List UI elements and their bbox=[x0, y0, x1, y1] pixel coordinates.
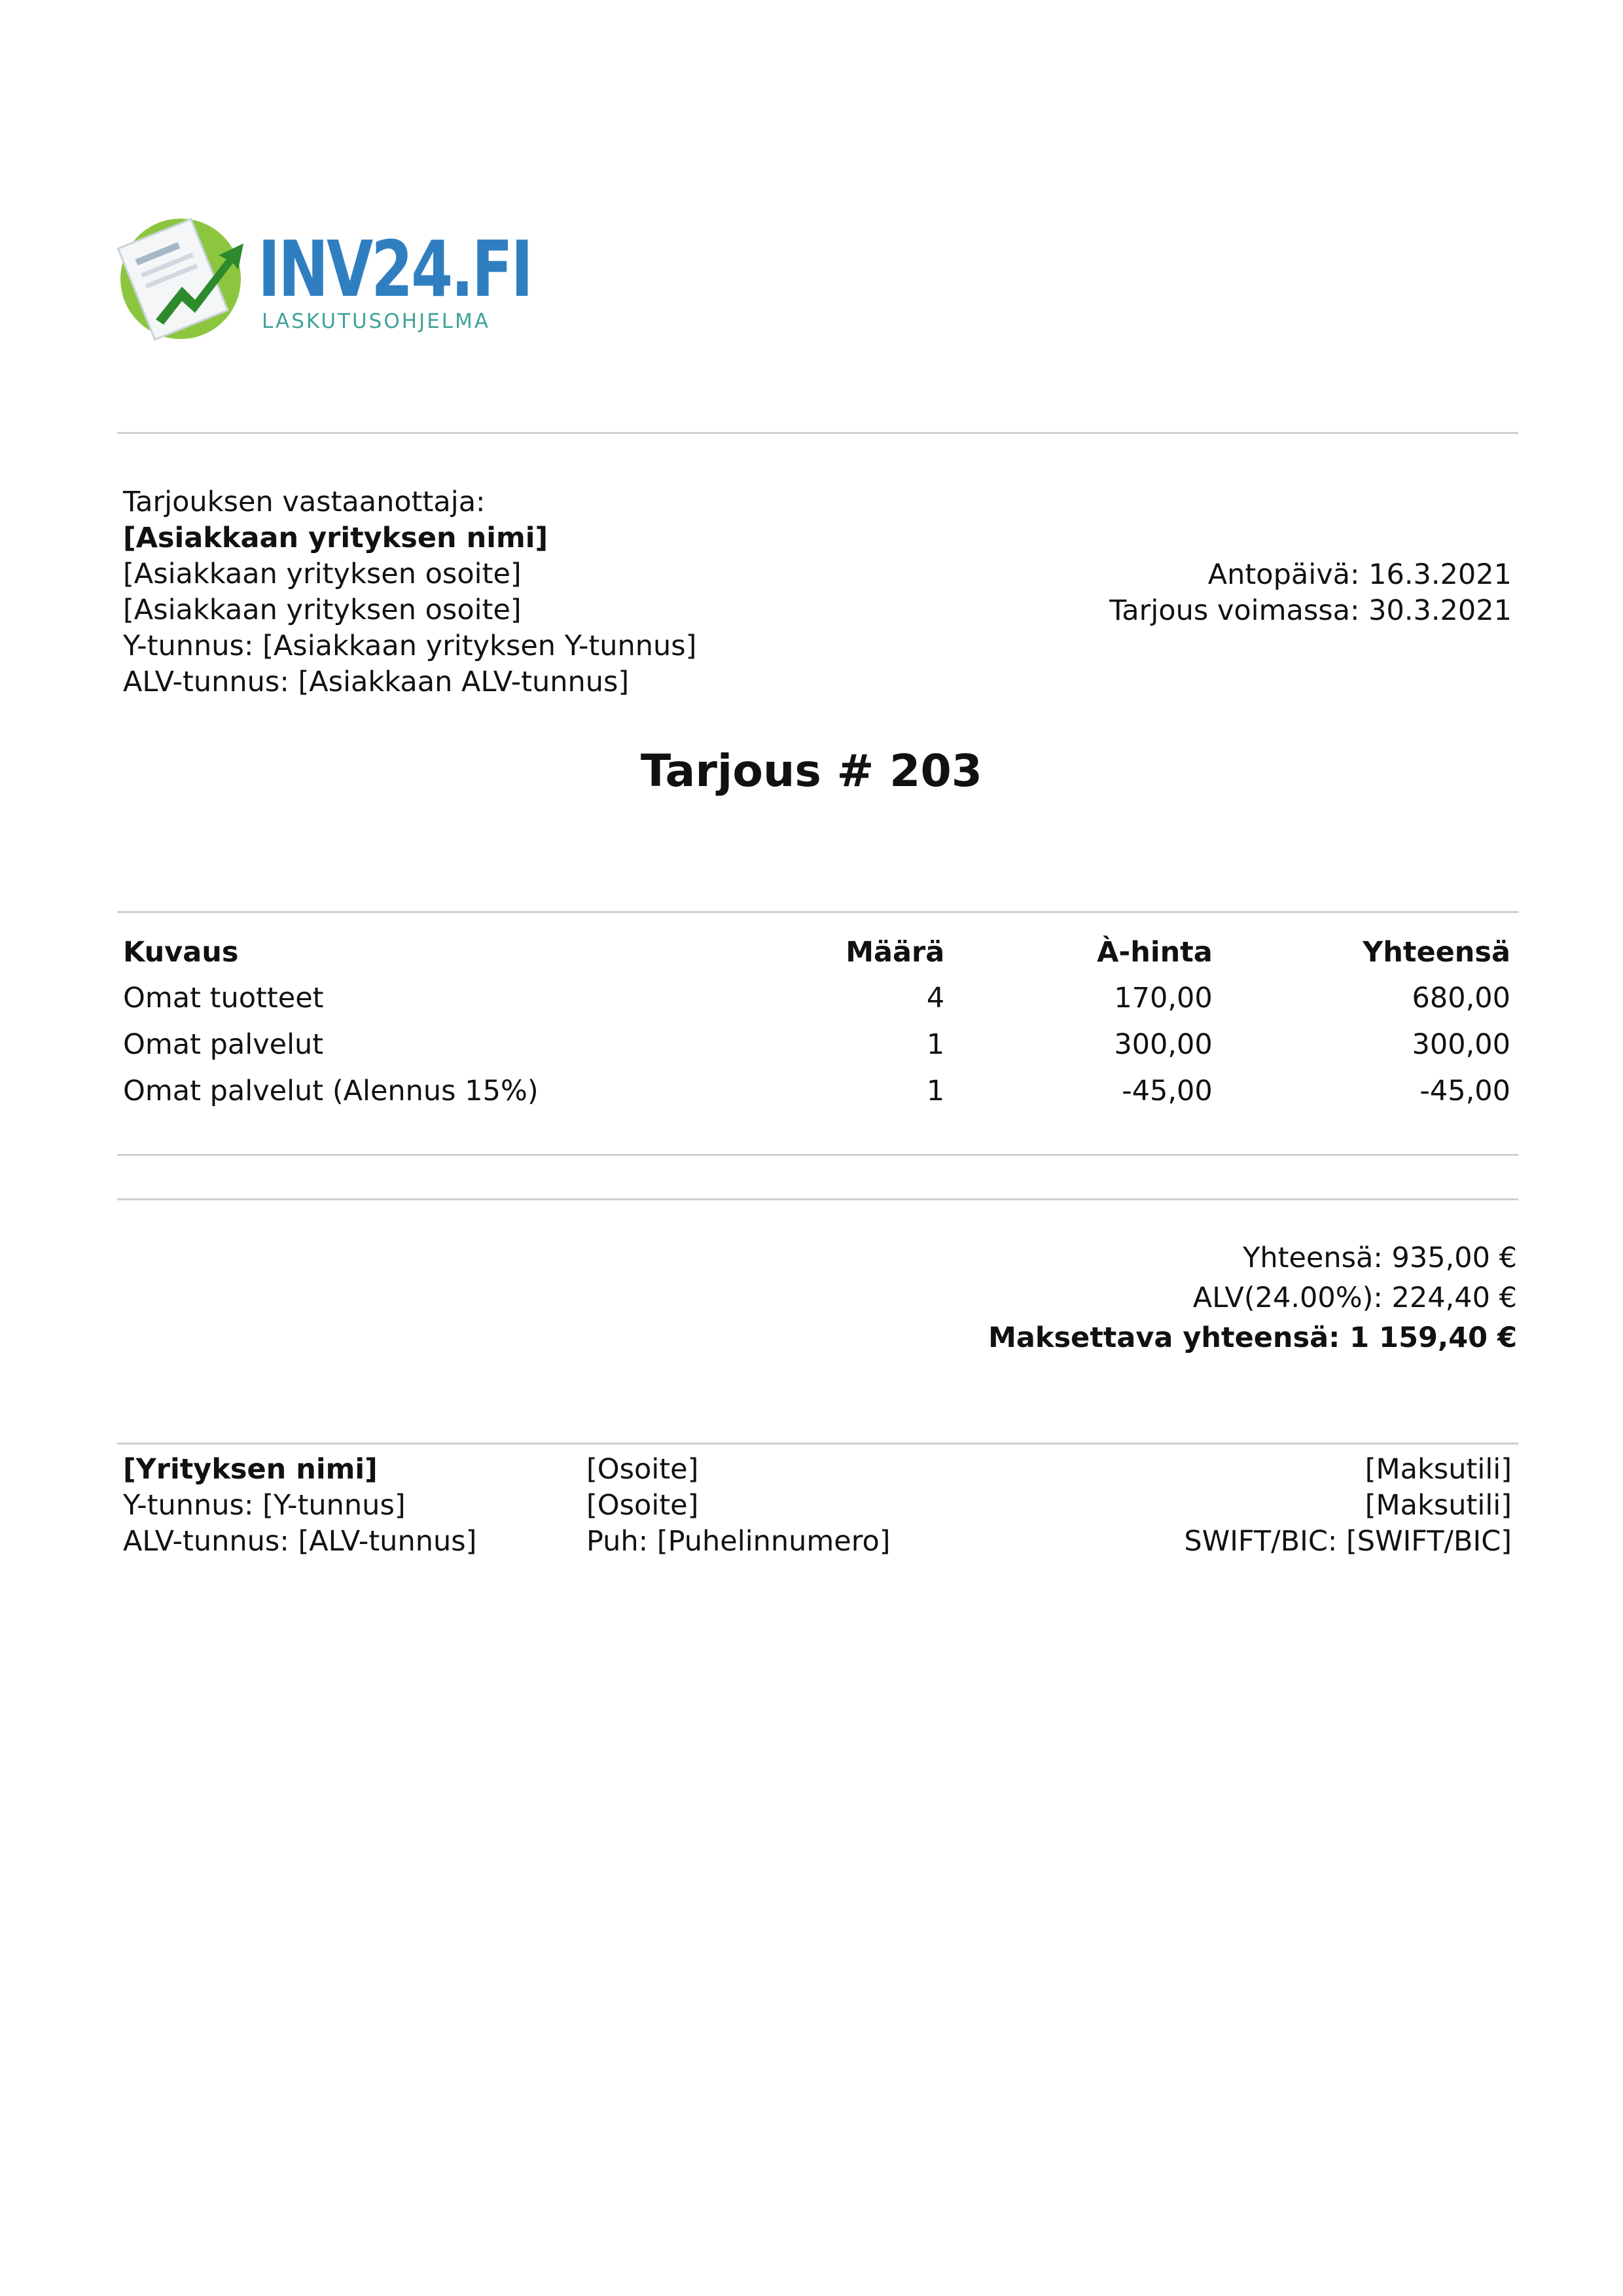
line-items-table bbox=[123, 936, 1510, 1121]
footer-company-column bbox=[123, 1452, 476, 1560]
header-divider bbox=[117, 432, 1518, 434]
recipient-business-id: Y-tunnus: [Asiakkaan yrityksen Y-tunnus] bbox=[123, 630, 697, 662]
totals-block bbox=[988, 1238, 1517, 1358]
table-row bbox=[123, 982, 1510, 1028]
table-row bbox=[123, 1028, 1510, 1075]
vat-amount: ALV(24.00%): 224,40 € bbox=[1192, 1282, 1517, 1314]
table-header-row bbox=[123, 936, 1510, 982]
table-top-divider bbox=[117, 911, 1518, 913]
header-quantity: Määrä bbox=[846, 936, 945, 969]
row-unit-price: 170,00 bbox=[1114, 982, 1213, 1014]
recipient-block bbox=[123, 484, 696, 700]
header-total: Yhteensä bbox=[1363, 936, 1510, 969]
footer-vat-id: ALV-tunnus: [ALV-tunnus] bbox=[123, 1525, 477, 1558]
header-unit-price: À-hinta bbox=[1097, 936, 1213, 969]
recipient-address-2: [Asiakkaan yrityksen osoite] bbox=[123, 594, 522, 626]
row-quantity: 1 bbox=[926, 1028, 945, 1061]
header-description: Kuvaus bbox=[123, 936, 239, 969]
subtotal: Yhteensä: 935,00 € bbox=[1243, 1242, 1517, 1274]
footer-address-2: [Osoite] bbox=[586, 1489, 699, 1522]
row-quantity: 1 bbox=[926, 1075, 945, 1107]
footer-address-1: [Osoite] bbox=[586, 1453, 699, 1486]
row-description: Omat palvelut bbox=[123, 1028, 324, 1061]
dates-block bbox=[1109, 557, 1512, 629]
footer-company-name: [Yrityksen nimi] bbox=[123, 1453, 378, 1486]
footer-divider bbox=[117, 1443, 1518, 1444]
row-quantity: 4 bbox=[926, 982, 945, 1014]
row-total: 680,00 bbox=[1412, 982, 1510, 1014]
row-description: Omat tuotteet bbox=[123, 982, 324, 1014]
logo-tagline: LASKUTUSOHJELMA bbox=[262, 310, 491, 333]
logo-brand: INV24.FI bbox=[258, 224, 531, 314]
issue-date: Antopäivä: 16.3.2021 bbox=[1207, 558, 1512, 591]
valid-until-date: Tarjous voimassa: 30.3.2021 bbox=[1109, 594, 1512, 627]
row-total: 300,00 bbox=[1412, 1028, 1510, 1061]
recipient-address-1: [Asiakkaan yrityksen osoite] bbox=[123, 558, 522, 590]
footer-contact-column bbox=[586, 1452, 891, 1560]
recipient-heading: Tarjouksen vastaanottaja: bbox=[123, 486, 486, 518]
grand-total: Maksettava yhteensä: 1 159,40 € bbox=[988, 1321, 1517, 1354]
footer-account-1: [Maksutili] bbox=[1364, 1453, 1512, 1486]
footer-swift: SWIFT/BIC: [SWIFT/BIC] bbox=[1184, 1525, 1512, 1558]
row-unit-price: -45,00 bbox=[1122, 1075, 1213, 1107]
footer-payment-column bbox=[1184, 1452, 1512, 1560]
totals-top-divider bbox=[117, 1198, 1518, 1200]
row-description: Omat palvelut (Alennus 15%) bbox=[123, 1075, 539, 1107]
recipient-company-name: [Asiakkaan yrityksen nimi] bbox=[123, 522, 548, 554]
table-row bbox=[123, 1075, 1510, 1121]
recipient-vat-id: ALV-tunnus: [Asiakkaan ALV-tunnus] bbox=[123, 666, 630, 698]
document-title: Tarjous # 203 bbox=[640, 745, 983, 797]
footer-phone: Puh: [Puhelinnumero] bbox=[586, 1525, 891, 1558]
row-unit-price: 300,00 bbox=[1114, 1028, 1213, 1061]
table-bottom-divider bbox=[117, 1154, 1518, 1156]
footer-account-2: [Maksutili] bbox=[1364, 1489, 1512, 1522]
row-total: -45,00 bbox=[1419, 1075, 1510, 1107]
footer-business-id: Y-tunnus: [Y-tunnus] bbox=[123, 1489, 406, 1522]
